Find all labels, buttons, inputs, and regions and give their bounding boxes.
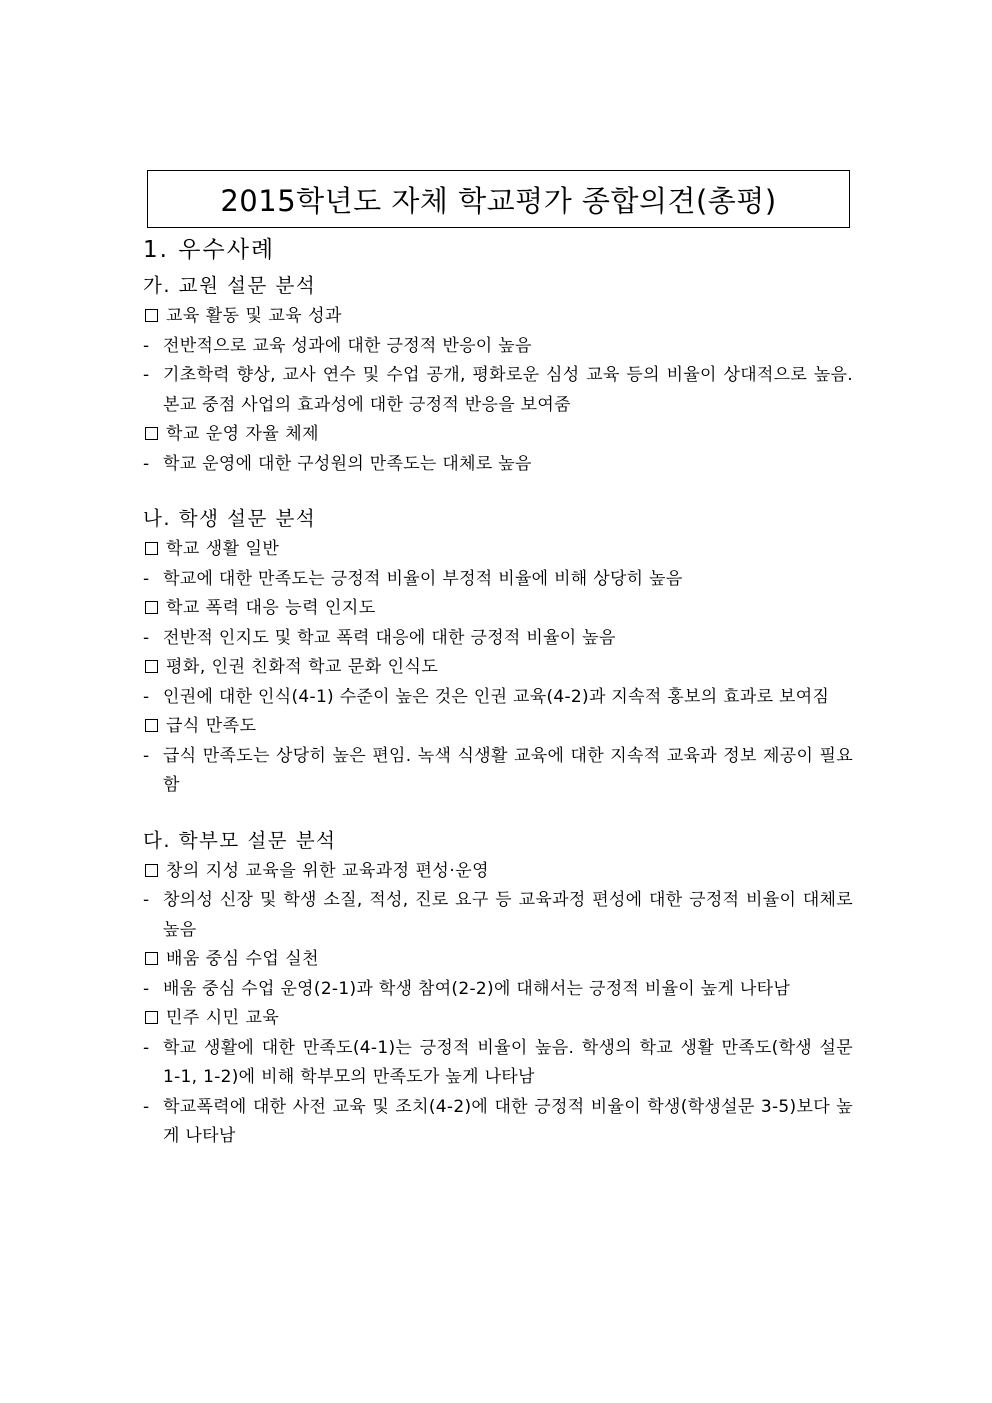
- square-bullet-icon: [145, 864, 158, 877]
- item-text: 학교에 대한 만족도는 긍정적 비율이 부정적 비율에 비해 상당히 높음: [163, 568, 683, 589]
- square-bullet-icon: [145, 542, 158, 555]
- subheading-item: [143, 945, 853, 975]
- item-text: 학교 운영 자율 체제: [166, 424, 320, 444]
- subheading-item: [143, 712, 853, 742]
- dash-marker: -: [143, 335, 150, 356]
- item-text: 학교폭력에 대한 사전 교육 및 조치(4-2)에 대한 긍정적 비율이 학생(학생설문 3-5)보다 높게 나타남: [163, 1096, 853, 1146]
- item-text: 학교 폭력 대응 능력 인지도: [166, 598, 376, 618]
- section-heading: 1. 우수사례: [143, 237, 276, 263]
- square-bullet-icon: [145, 719, 158, 732]
- square-bullet-icon: [145, 660, 158, 673]
- item-text: 급식 만족도: [166, 716, 257, 736]
- dash-marker: -: [143, 686, 150, 707]
- dash-marker: -: [143, 627, 150, 648]
- subheading-item: [143, 653, 853, 683]
- item-text: 인권에 대한 인식(4-1) 수준이 높은 것은 인권 교육(4-2)과 지속적 홍보의 효과로 보여짐: [163, 686, 830, 707]
- dash-bullet-item: [143, 886, 853, 945]
- dash-bullet-item: [143, 742, 853, 801]
- dash-marker: -: [143, 745, 150, 766]
- dash-bullet-item: [143, 975, 853, 1005]
- item-text: 전반적으로 교육 성과에 대한 긍정적 반응이 높음: [163, 335, 532, 356]
- square-bullet-icon: [145, 309, 158, 322]
- dash-bullet-item: [143, 450, 853, 480]
- dash-bullet-item: [143, 361, 853, 420]
- subheading-item: [143, 1004, 853, 1034]
- subheading-item: [143, 594, 853, 624]
- item-text: 기초학력 향상, 교사 연수 및 수업 공개, 평화로운 심성 교육 등의 비율이 상대적으로 높음. 본교 중점 사업의 효과성에 대한 긍정적 반응을 보여줌: [163, 365, 853, 415]
- dash-bullet-item: [143, 683, 853, 713]
- dash-bullet-item: [143, 624, 853, 654]
- square-bullet-icon: [145, 427, 158, 440]
- item-text: 민주 시민 교육: [166, 1008, 280, 1028]
- dash-marker: -: [143, 890, 150, 910]
- group-spacer: [143, 801, 853, 825]
- item-text: 전반적 인지도 및 학교 폭력 대응에 대한 긍정적 비율이 높음: [163, 627, 616, 648]
- document-page: [143, 170, 853, 1152]
- subheading-item: [143, 302, 853, 332]
- group-spacer: [143, 479, 853, 503]
- dash-bullet-item: [143, 1093, 853, 1152]
- group-heading: 가. 교원 설문 분석: [143, 274, 317, 297]
- item-text: 학교 생활에 대한 만족도(4-1)는 긍정적 비율이 높음. 학생의 학교 생활 만족도(학생 설문 1-1, 1-2)에 비해 학부모의 만족도가 높게 나타남: [163, 1037, 853, 1087]
- item-text: 창의성 신장 및 학생 소질, 적성, 진로 요구 등 교육과정 편성에 대한 긍정적 비율이 대체로 높음: [163, 890, 853, 940]
- dash-bullet-item: [143, 332, 853, 362]
- dash-marker: -: [143, 453, 150, 474]
- dash-bullet-item: [143, 1034, 853, 1093]
- item-text: 교육 활동 및 교육 성과: [166, 306, 342, 326]
- square-bullet-icon: [145, 1011, 158, 1024]
- dash-marker: -: [143, 978, 150, 999]
- item-text: 학교 생활 일반: [166, 539, 280, 559]
- dash-marker: -: [143, 1096, 150, 1117]
- group-heading: 나. 학생 설문 분석: [143, 507, 317, 530]
- dash-marker: -: [143, 1037, 150, 1058]
- item-text: 평화, 인권 친화적 학교 문화 인식도: [166, 657, 439, 677]
- item-text: 학교 운영에 대한 구성원의 만족도는 대체로 높음: [163, 453, 532, 474]
- dash-marker: -: [143, 365, 150, 385]
- subheading-item: [143, 857, 853, 887]
- title-box: [147, 170, 850, 228]
- item-text: 급식 만족도는 상당히 높은 편임. 녹색 식생활 교육에 대한 지속적 교육과 정보 제공이 필요함: [163, 745, 853, 795]
- group-heading: 다. 학부모 설문 분석: [143, 828, 337, 852]
- item-text: 창의 지성 교육을 위한 교육과정 편성·운영: [166, 860, 490, 881]
- subheading-item: [143, 420, 853, 450]
- item-text: 배움 중심 수업 실천: [166, 949, 320, 969]
- item-text: 배움 중심 수업 운영(2-1)과 학생 참여(2-2)에 대해서는 긍정적 비율이 높게 나타남: [163, 978, 791, 999]
- square-bullet-icon: [145, 601, 158, 614]
- dash-bullet-item: [143, 565, 853, 595]
- subheading-item: [143, 535, 853, 565]
- square-bullet-icon: [145, 952, 158, 965]
- dash-marker: -: [143, 568, 150, 589]
- document-title: 2015학년도 자체 학교평가 종합의견(총평): [220, 183, 777, 218]
- section-body: [143, 270, 853, 1152]
